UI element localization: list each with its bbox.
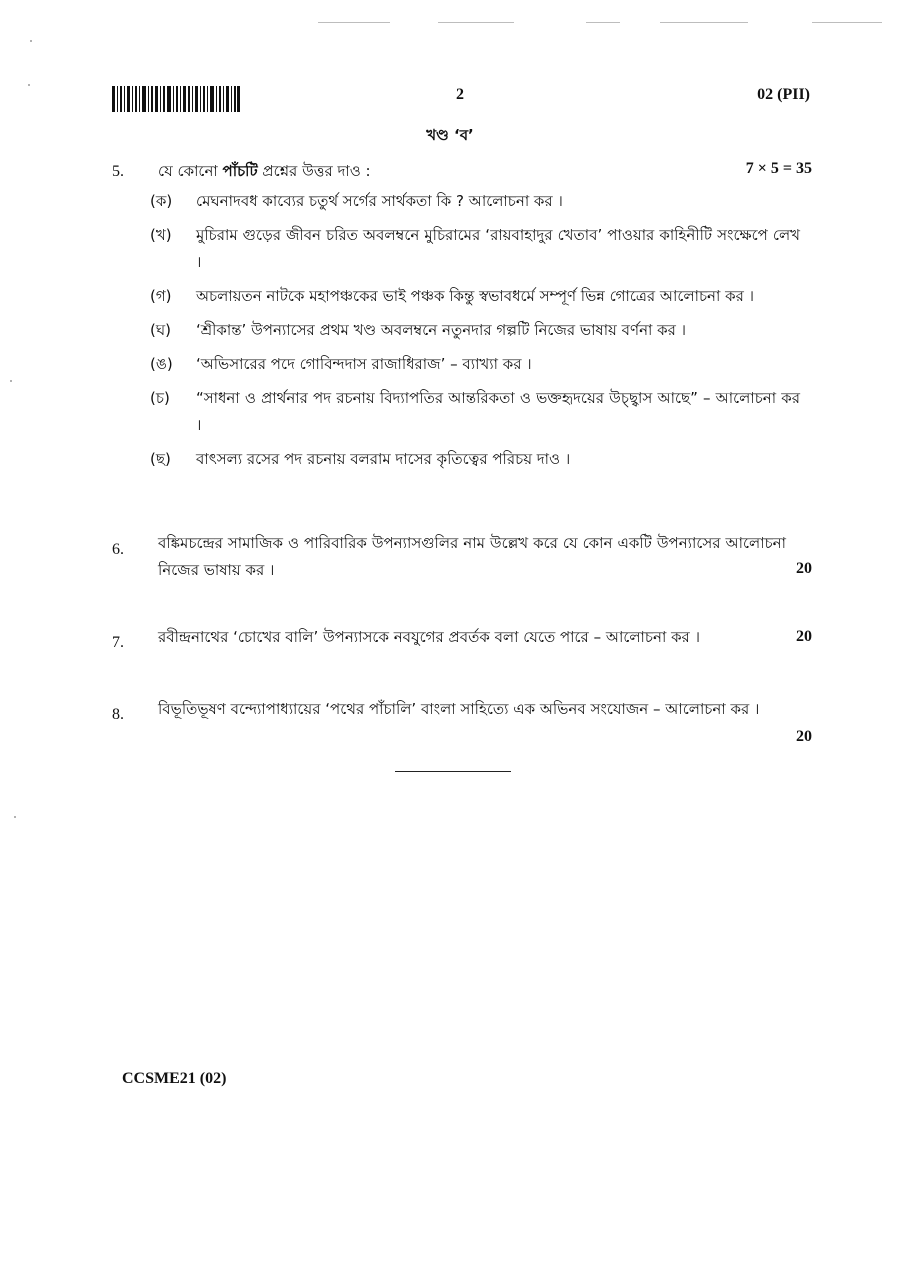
- sub-question-list: [150, 188, 800, 480]
- question-8-text: বিভূতিভূষণ বন্দ্যোপাধ্যায়ের ‘পথের পাঁচালি’ বাংলা সাহিত্যে এক অভিনব সংযোজন – আলোচনা কর ।: [158, 700, 760, 718]
- sub-question-label: (খ): [150, 226, 172, 244]
- scan-speck: [14, 816, 16, 818]
- question-7-number: 7.: [112, 634, 124, 651]
- instruction-bold: পাঁচটি: [222, 162, 258, 180]
- question-8-number: 8.: [112, 706, 124, 723]
- question-6-text: বঙ্কিমচন্দ্রের সামাজিক ও পারিবারিক উপন্যাসগুলির নাম উল্লেখ করে যে কোন একটি উপন্যাসের আলোচনা নিজের ভাষায় কর ।: [158, 534, 786, 579]
- instruction-suffix: প্রশ্নের উত্তর দাও :: [257, 162, 371, 180]
- sub-question-label: (চ): [150, 389, 170, 407]
- sub-question-text: “সাধনা ও প্রার্থনার পদ রচনায় বিদ্যাপতির আন্তরিকতা ও ভক্তহৃদয়ের উচ্ছ্বাস আছে” – আলোচনা কর ।: [196, 389, 800, 434]
- sub-question-label: (ছ): [150, 450, 171, 468]
- scan-line: [660, 22, 748, 23]
- barcode-icon: [112, 86, 240, 112]
- question-5-marks: 7 × 5 = 35: [745, 160, 812, 177]
- course-code: CCSME21 (02): [122, 1070, 227, 1087]
- sub-question: [150, 222, 800, 276]
- end-divider: [395, 771, 511, 772]
- sub-question-label: (ক): [150, 192, 173, 210]
- sub-question: [150, 283, 800, 310]
- question-8-marks: 20: [796, 728, 812, 745]
- scan-line: [318, 22, 390, 23]
- sub-question: [150, 317, 800, 344]
- sub-question-label: (ঘ): [150, 321, 171, 339]
- sub-question-text: ‘শ্রীকান্ত’ উপন্যাসের প্রথম খণ্ড অবলম্বনে নতুনদার গল্পটি নিজের ভাষায় বর্ণনা কর ।: [196, 321, 687, 339]
- section-title: খণ্ড ‘ব’: [426, 126, 474, 144]
- sub-question-label: (ঙ): [150, 355, 173, 373]
- paper-code: 02 (PII): [757, 86, 810, 103]
- page-number: 2: [456, 86, 464, 103]
- sub-question: [150, 385, 800, 439]
- question-6-number: 6.: [112, 541, 124, 558]
- question-5-instruction: [158, 158, 788, 185]
- scan-speck: [30, 40, 32, 42]
- question-5-number: 5.: [112, 163, 124, 180]
- sub-question-text: মুচিরাম গুড়ের জীবন চরিত অবলম্বনে মুচিরামের ‘রায়বাহাদুর খেতাব’ পাওয়ার কাহিনীটি সংক্ষেপে লেখ ।: [196, 226, 800, 271]
- sub-question-text: অচলায়তন নাটকে মহাপঞ্চকের ভাই পঞ্চক কিন্তু স্বভাবধর্মে সম্পূর্ণ ভিন্ন গোত্রের আলোচনা কর ।: [196, 287, 755, 305]
- sub-question: [150, 188, 800, 215]
- scan-line: [438, 22, 514, 23]
- scan-line: [586, 22, 620, 23]
- scan-speck: [28, 84, 30, 86]
- question-7-marks: 20: [796, 628, 812, 645]
- sub-question-text: মেঘনাদবধ কাব্যের চতুর্থ সর্গের সার্থকতা কি ? আলোচনা কর ।: [196, 192, 563, 210]
- sub-question: [150, 351, 800, 378]
- scan-line: [812, 22, 882, 23]
- question-7-text: রবীন্দ্রনাথের ‘চোখের বালি’ উপন্যাসকে নবযুগের প্রবর্তক বলা যেতে পারে – আলোচনা কর ।: [158, 628, 700, 646]
- sub-question-label: (গ): [150, 287, 172, 305]
- scan-speck: [10, 380, 12, 382]
- sub-question-text: বাৎসল্য রসের পদ রচনায় বলরাম দাসের কৃতিত্বের পরিচয় দাও ।: [196, 450, 571, 468]
- instruction-prefix: যে কোনো: [158, 162, 223, 180]
- sub-question: [150, 446, 800, 473]
- sub-question-text: ‘অভিসারের পদে গোবিন্দদাস রাজাধিরাজ’ – ব্যাখ্যা কর ।: [196, 355, 532, 373]
- question-6-marks: 20: [796, 560, 812, 577]
